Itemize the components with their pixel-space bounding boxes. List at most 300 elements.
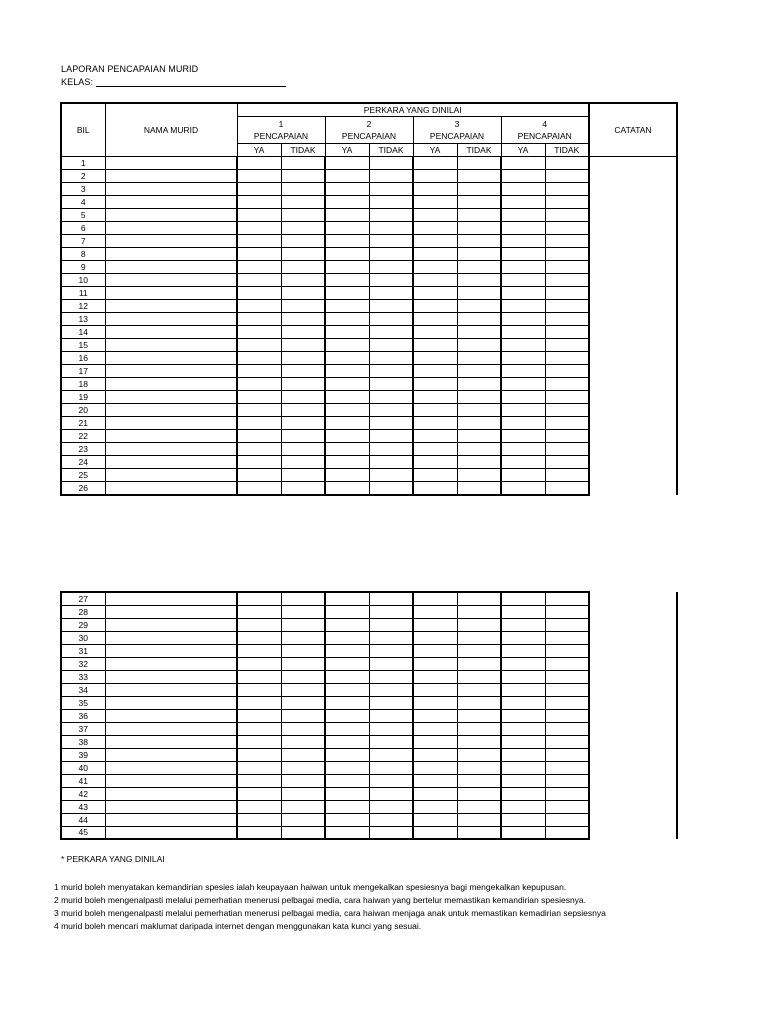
tidak-cell[interactable] (369, 404, 413, 417)
ya-cell[interactable] (237, 683, 281, 696)
notes-cell[interactable] (589, 170, 677, 183)
ya-cell[interactable] (237, 235, 281, 248)
tidak-cell[interactable] (369, 287, 413, 300)
ya-cell[interactable] (501, 826, 545, 839)
student-name-cell[interactable] (105, 482, 237, 495)
ya-cell[interactable] (501, 287, 545, 300)
ya-cell[interactable] (325, 248, 369, 261)
tidak-cell[interactable] (369, 300, 413, 313)
tidak-cell[interactable] (369, 735, 413, 748)
ya-cell[interactable] (413, 709, 457, 722)
ya-cell[interactable] (413, 196, 457, 209)
tidak-cell[interactable] (545, 365, 589, 378)
ya-cell[interactable] (325, 644, 369, 657)
notes-cell[interactable] (589, 456, 677, 469)
notes-cell[interactable] (589, 417, 677, 430)
tidak-cell[interactable] (457, 261, 501, 274)
tidak-cell[interactable] (457, 391, 501, 404)
student-name-cell[interactable] (105, 261, 237, 274)
tidak-cell[interactable] (545, 800, 589, 813)
ya-cell[interactable] (325, 469, 369, 482)
tidak-cell[interactable] (457, 644, 501, 657)
notes-cell[interactable] (589, 339, 677, 352)
tidak-cell[interactable] (545, 300, 589, 313)
tidak-cell[interactable] (281, 261, 325, 274)
ya-cell[interactable] (501, 404, 545, 417)
ya-cell[interactable] (325, 670, 369, 683)
ya-cell[interactable] (413, 326, 457, 339)
ya-cell[interactable] (325, 748, 369, 761)
student-name-cell[interactable] (105, 222, 237, 235)
notes-cell[interactable] (589, 735, 677, 748)
tidak-cell[interactable] (545, 404, 589, 417)
tidak-cell[interactable] (281, 618, 325, 631)
tidak-cell[interactable] (457, 774, 501, 787)
ya-cell[interactable] (325, 735, 369, 748)
tidak-cell[interactable] (457, 618, 501, 631)
ya-cell[interactable] (237, 696, 281, 709)
notes-cell[interactable] (589, 722, 677, 735)
tidak-cell[interactable] (369, 618, 413, 631)
ya-cell[interactable] (237, 774, 281, 787)
notes-cell[interactable] (589, 300, 677, 313)
notes-cell[interactable] (589, 469, 677, 482)
ya-cell[interactable] (325, 222, 369, 235)
notes-cell[interactable] (589, 482, 677, 495)
ya-cell[interactable] (413, 287, 457, 300)
student-name-cell[interactable] (105, 157, 237, 170)
ya-cell[interactable] (501, 592, 545, 605)
tidak-cell[interactable] (281, 774, 325, 787)
student-name-cell[interactable] (105, 787, 237, 800)
tidak-cell[interactable] (369, 183, 413, 196)
student-name-cell[interactable] (105, 722, 237, 735)
tidak-cell[interactable] (457, 404, 501, 417)
tidak-cell[interactable] (545, 644, 589, 657)
ya-cell[interactable] (413, 696, 457, 709)
ya-cell[interactable] (237, 313, 281, 326)
ya-cell[interactable] (237, 618, 281, 631)
ya-cell[interactable] (501, 670, 545, 683)
ya-cell[interactable] (237, 417, 281, 430)
student-name-cell[interactable] (105, 352, 237, 365)
tidak-cell[interactable] (281, 235, 325, 248)
ya-cell[interactable] (501, 196, 545, 209)
ya-cell[interactable] (325, 352, 369, 365)
ya-cell[interactable] (325, 170, 369, 183)
ya-cell[interactable] (237, 456, 281, 469)
tidak-cell[interactable] (281, 683, 325, 696)
ya-cell[interactable] (501, 339, 545, 352)
ya-cell[interactable] (325, 157, 369, 170)
ya-cell[interactable] (413, 482, 457, 495)
ya-cell[interactable] (325, 631, 369, 644)
ya-cell[interactable] (501, 605, 545, 618)
student-name-cell[interactable] (105, 287, 237, 300)
tidak-cell[interactable] (281, 274, 325, 287)
ya-cell[interactable] (325, 365, 369, 378)
ya-cell[interactable] (413, 313, 457, 326)
tidak-cell[interactable] (369, 313, 413, 326)
notes-cell[interactable] (589, 813, 677, 826)
student-name-cell[interactable] (105, 469, 237, 482)
tidak-cell[interactable] (457, 365, 501, 378)
ya-cell[interactable] (237, 300, 281, 313)
ya-cell[interactable] (325, 339, 369, 352)
tidak-cell[interactable] (545, 352, 589, 365)
ya-cell[interactable] (413, 592, 457, 605)
tidak-cell[interactable] (281, 761, 325, 774)
ya-cell[interactable] (413, 670, 457, 683)
ya-cell[interactable] (413, 430, 457, 443)
notes-cell[interactable] (589, 631, 677, 644)
tidak-cell[interactable] (457, 631, 501, 644)
ya-cell[interactable] (325, 761, 369, 774)
notes-cell[interactable] (589, 430, 677, 443)
notes-cell[interactable] (589, 183, 677, 196)
tidak-cell[interactable] (545, 787, 589, 800)
ya-cell[interactable] (325, 417, 369, 430)
notes-cell[interactable] (589, 592, 677, 605)
tidak-cell[interactable] (281, 735, 325, 748)
notes-cell[interactable] (589, 787, 677, 800)
ya-cell[interactable] (501, 313, 545, 326)
student-name-cell[interactable] (105, 592, 237, 605)
tidak-cell[interactable] (281, 300, 325, 313)
tidak-cell[interactable] (281, 157, 325, 170)
notes-cell[interactable] (589, 683, 677, 696)
tidak-cell[interactable] (369, 748, 413, 761)
tidak-cell[interactable] (369, 248, 413, 261)
notes-cell[interactable] (589, 826, 677, 839)
student-name-cell[interactable] (105, 735, 237, 748)
ya-cell[interactable] (501, 683, 545, 696)
student-name-cell[interactable] (105, 274, 237, 287)
tidak-cell[interactable] (281, 709, 325, 722)
tidak-cell[interactable] (545, 313, 589, 326)
ya-cell[interactable] (413, 787, 457, 800)
ya-cell[interactable] (237, 631, 281, 644)
ya-cell[interactable] (325, 592, 369, 605)
student-name-cell[interactable] (105, 800, 237, 813)
tidak-cell[interactable] (545, 183, 589, 196)
ya-cell[interactable] (325, 183, 369, 196)
tidak-cell[interactable] (281, 826, 325, 839)
notes-cell[interactable] (589, 391, 677, 404)
tidak-cell[interactable] (281, 670, 325, 683)
ya-cell[interactable] (237, 644, 281, 657)
student-name-cell[interactable] (105, 644, 237, 657)
ya-cell[interactable] (413, 813, 457, 826)
ya-cell[interactable] (413, 222, 457, 235)
ya-cell[interactable] (237, 761, 281, 774)
ya-cell[interactable] (237, 787, 281, 800)
tidak-cell[interactable] (369, 605, 413, 618)
tidak-cell[interactable] (369, 209, 413, 222)
tidak-cell[interactable] (457, 248, 501, 261)
tidak-cell[interactable] (281, 696, 325, 709)
ya-cell[interactable] (237, 287, 281, 300)
ya-cell[interactable] (501, 631, 545, 644)
tidak-cell[interactable] (545, 222, 589, 235)
notes-cell[interactable] (589, 352, 677, 365)
ya-cell[interactable] (325, 683, 369, 696)
tidak-cell[interactable] (545, 683, 589, 696)
tidak-cell[interactable] (457, 722, 501, 735)
tidak-cell[interactable] (369, 391, 413, 404)
ya-cell[interactable] (501, 709, 545, 722)
tidak-cell[interactable] (457, 417, 501, 430)
tidak-cell[interactable] (281, 787, 325, 800)
ya-cell[interactable] (237, 170, 281, 183)
tidak-cell[interactable] (369, 417, 413, 430)
ya-cell[interactable] (237, 800, 281, 813)
tidak-cell[interactable] (545, 339, 589, 352)
tidak-cell[interactable] (281, 605, 325, 618)
tidak-cell[interactable] (369, 709, 413, 722)
tidak-cell[interactable] (545, 326, 589, 339)
ya-cell[interactable] (413, 183, 457, 196)
student-name-cell[interactable] (105, 313, 237, 326)
tidak-cell[interactable] (369, 274, 413, 287)
ya-cell[interactable] (413, 365, 457, 378)
ya-cell[interactable] (413, 800, 457, 813)
tidak-cell[interactable] (457, 443, 501, 456)
ya-cell[interactable] (237, 605, 281, 618)
tidak-cell[interactable] (545, 248, 589, 261)
ya-cell[interactable] (413, 722, 457, 735)
tidak-cell[interactable] (457, 326, 501, 339)
student-name-cell[interactable] (105, 235, 237, 248)
tidak-cell[interactable] (369, 696, 413, 709)
tidak-cell[interactable] (369, 670, 413, 683)
ya-cell[interactable] (413, 404, 457, 417)
ya-cell[interactable] (237, 391, 281, 404)
tidak-cell[interactable] (369, 644, 413, 657)
ya-cell[interactable] (237, 261, 281, 274)
tidak-cell[interactable] (281, 365, 325, 378)
ya-cell[interactable] (501, 326, 545, 339)
tidak-cell[interactable] (281, 404, 325, 417)
tidak-cell[interactable] (369, 339, 413, 352)
ya-cell[interactable] (413, 339, 457, 352)
ya-cell[interactable] (413, 774, 457, 787)
tidak-cell[interactable] (545, 287, 589, 300)
tidak-cell[interactable] (457, 378, 501, 391)
ya-cell[interactable] (501, 722, 545, 735)
notes-cell[interactable] (589, 365, 677, 378)
ya-cell[interactable] (501, 183, 545, 196)
student-name-cell[interactable] (105, 761, 237, 774)
ya-cell[interactable] (237, 209, 281, 222)
student-name-cell[interactable] (105, 183, 237, 196)
ya-cell[interactable] (237, 183, 281, 196)
tidak-cell[interactable] (369, 774, 413, 787)
ya-cell[interactable] (325, 618, 369, 631)
student-name-cell[interactable] (105, 430, 237, 443)
ya-cell[interactable] (501, 157, 545, 170)
tidak-cell[interactable] (545, 722, 589, 735)
student-name-cell[interactable] (105, 683, 237, 696)
ya-cell[interactable] (237, 222, 281, 235)
tidak-cell[interactable] (545, 657, 589, 670)
tidak-cell[interactable] (281, 378, 325, 391)
student-name-cell[interactable] (105, 339, 237, 352)
ya-cell[interactable] (325, 391, 369, 404)
ya-cell[interactable] (237, 482, 281, 495)
student-name-cell[interactable] (105, 378, 237, 391)
ya-cell[interactable] (325, 300, 369, 313)
ya-cell[interactable] (325, 261, 369, 274)
ya-cell[interactable] (501, 813, 545, 826)
tidak-cell[interactable] (281, 592, 325, 605)
class-blank-line[interactable] (96, 77, 286, 87)
tidak-cell[interactable] (281, 644, 325, 657)
tidak-cell[interactable] (457, 813, 501, 826)
tidak-cell[interactable] (545, 443, 589, 456)
tidak-cell[interactable] (281, 456, 325, 469)
ya-cell[interactable] (413, 417, 457, 430)
ya-cell[interactable] (501, 748, 545, 761)
student-name-cell[interactable] (105, 326, 237, 339)
ya-cell[interactable] (501, 365, 545, 378)
ya-cell[interactable] (237, 709, 281, 722)
ya-cell[interactable] (237, 248, 281, 261)
tidak-cell[interactable] (457, 456, 501, 469)
notes-cell[interactable] (589, 313, 677, 326)
ya-cell[interactable] (325, 404, 369, 417)
tidak-cell[interactable] (545, 417, 589, 430)
tidak-cell[interactable] (281, 287, 325, 300)
tidak-cell[interactable] (369, 456, 413, 469)
tidak-cell[interactable] (545, 709, 589, 722)
tidak-cell[interactable] (369, 352, 413, 365)
tidak-cell[interactable] (457, 209, 501, 222)
tidak-cell[interactable] (545, 482, 589, 495)
ya-cell[interactable] (237, 722, 281, 735)
notes-cell[interactable] (589, 196, 677, 209)
tidak-cell[interactable] (369, 443, 413, 456)
tidak-cell[interactable] (281, 443, 325, 456)
ya-cell[interactable] (501, 300, 545, 313)
student-name-cell[interactable] (105, 417, 237, 430)
tidak-cell[interactable] (281, 631, 325, 644)
ya-cell[interactable] (501, 378, 545, 391)
tidak-cell[interactable] (457, 735, 501, 748)
tidak-cell[interactable] (369, 482, 413, 495)
ya-cell[interactable] (413, 618, 457, 631)
ya-cell[interactable] (237, 443, 281, 456)
tidak-cell[interactable] (545, 735, 589, 748)
tidak-cell[interactable] (281, 248, 325, 261)
ya-cell[interactable] (413, 657, 457, 670)
tidak-cell[interactable] (545, 456, 589, 469)
ya-cell[interactable] (325, 274, 369, 287)
tidak-cell[interactable] (281, 430, 325, 443)
tidak-cell[interactable] (545, 170, 589, 183)
tidak-cell[interactable] (281, 313, 325, 326)
ya-cell[interactable] (501, 657, 545, 670)
ya-cell[interactable] (413, 300, 457, 313)
tidak-cell[interactable] (457, 800, 501, 813)
ya-cell[interactable] (325, 605, 369, 618)
ya-cell[interactable] (501, 761, 545, 774)
tidak-cell[interactable] (369, 157, 413, 170)
tidak-cell[interactable] (457, 170, 501, 183)
tidak-cell[interactable] (457, 605, 501, 618)
ya-cell[interactable] (501, 222, 545, 235)
ya-cell[interactable] (325, 482, 369, 495)
ya-cell[interactable] (325, 378, 369, 391)
ya-cell[interactable] (501, 235, 545, 248)
ya-cell[interactable] (413, 248, 457, 261)
tidak-cell[interactable] (457, 352, 501, 365)
tidak-cell[interactable] (281, 339, 325, 352)
tidak-cell[interactable] (281, 326, 325, 339)
tidak-cell[interactable] (545, 261, 589, 274)
tidak-cell[interactable] (457, 235, 501, 248)
tidak-cell[interactable] (545, 761, 589, 774)
ya-cell[interactable] (501, 482, 545, 495)
tidak-cell[interactable] (545, 631, 589, 644)
tidak-cell[interactable] (369, 365, 413, 378)
tidak-cell[interactable] (369, 657, 413, 670)
student-name-cell[interactable] (105, 670, 237, 683)
tidak-cell[interactable] (369, 196, 413, 209)
tidak-cell[interactable] (457, 592, 501, 605)
ya-cell[interactable] (501, 456, 545, 469)
ya-cell[interactable] (237, 813, 281, 826)
ya-cell[interactable] (325, 787, 369, 800)
notes-cell[interactable] (589, 761, 677, 774)
ya-cell[interactable] (237, 592, 281, 605)
tidak-cell[interactable] (281, 222, 325, 235)
ya-cell[interactable] (413, 631, 457, 644)
tidak-cell[interactable] (369, 800, 413, 813)
tidak-cell[interactable] (281, 170, 325, 183)
student-name-cell[interactable] (105, 365, 237, 378)
ya-cell[interactable] (413, 352, 457, 365)
tidak-cell[interactable] (281, 748, 325, 761)
tidak-cell[interactable] (369, 787, 413, 800)
ya-cell[interactable] (325, 800, 369, 813)
ya-cell[interactable] (501, 443, 545, 456)
ya-cell[interactable] (325, 443, 369, 456)
ya-cell[interactable] (501, 352, 545, 365)
tidak-cell[interactable] (457, 157, 501, 170)
student-name-cell[interactable] (105, 209, 237, 222)
tidak-cell[interactable] (369, 469, 413, 482)
tidak-cell[interactable] (457, 300, 501, 313)
tidak-cell[interactable] (457, 469, 501, 482)
ya-cell[interactable] (237, 469, 281, 482)
ya-cell[interactable] (237, 826, 281, 839)
tidak-cell[interactable] (545, 696, 589, 709)
tidak-cell[interactable] (281, 469, 325, 482)
ya-cell[interactable] (413, 826, 457, 839)
ya-cell[interactable] (413, 391, 457, 404)
tidak-cell[interactable] (281, 800, 325, 813)
tidak-cell[interactable] (281, 391, 325, 404)
ya-cell[interactable] (413, 644, 457, 657)
ya-cell[interactable] (237, 404, 281, 417)
tidak-cell[interactable] (457, 696, 501, 709)
notes-cell[interactable] (589, 287, 677, 300)
notes-cell[interactable] (589, 326, 677, 339)
ya-cell[interactable] (413, 605, 457, 618)
tidak-cell[interactable] (281, 209, 325, 222)
ya-cell[interactable] (325, 774, 369, 787)
